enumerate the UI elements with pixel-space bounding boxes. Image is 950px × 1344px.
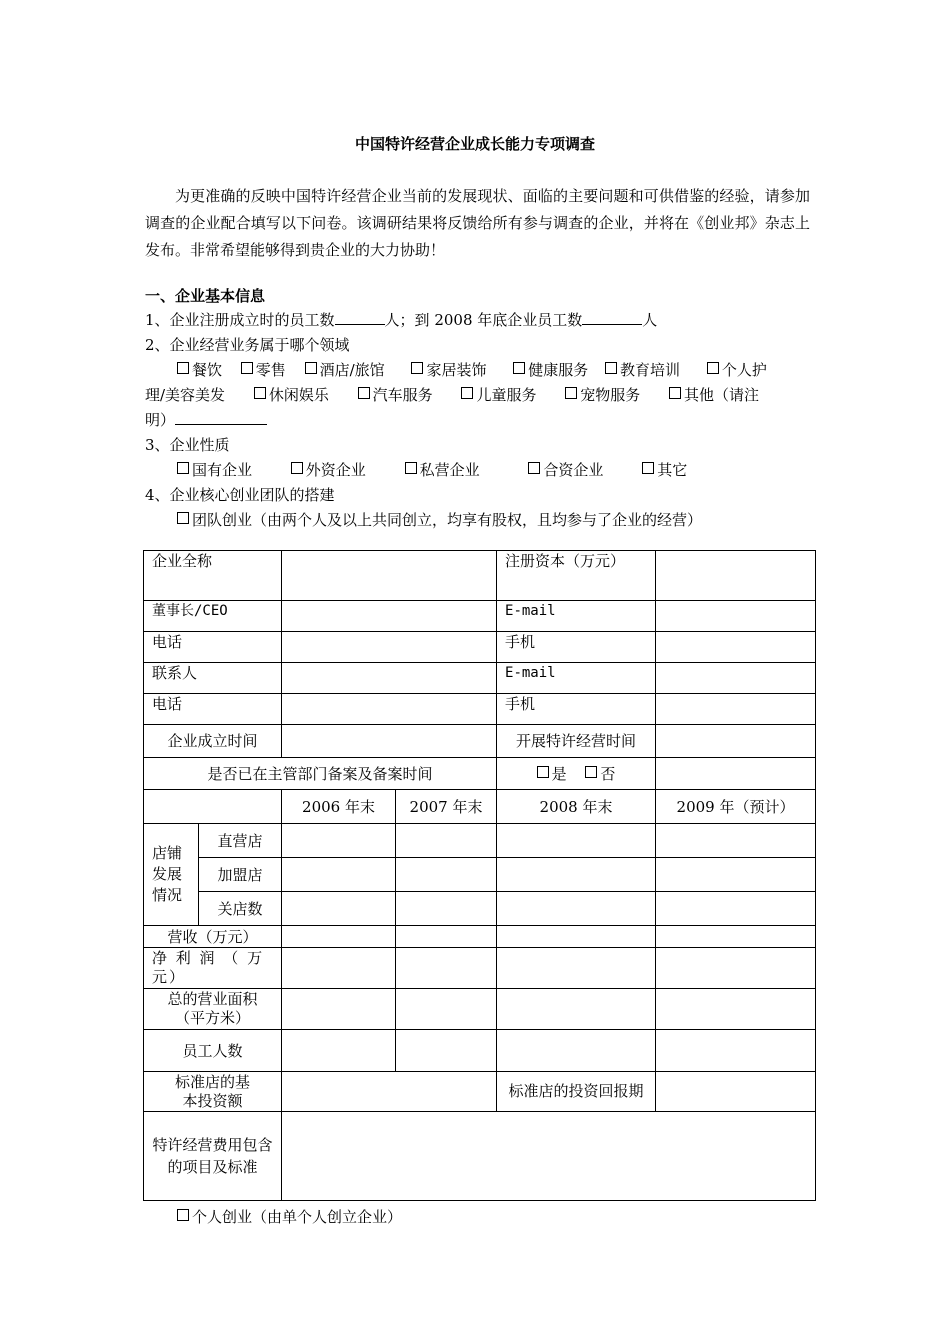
cell-staff-2006[interactable] (282, 1030, 396, 1072)
checkbox-icon (291, 462, 303, 474)
checkbox-icon (411, 362, 423, 374)
q1-text-c: 人 (642, 311, 658, 329)
year-header-blank (144, 790, 282, 824)
checkbox-catering[interactable]: 餐饮 (177, 361, 222, 379)
other-field[interactable] (175, 409, 267, 425)
checkbox-yes[interactable]: 是 (537, 765, 567, 783)
checkbox-hotel[interactable]: 酒店/旅馆 (305, 361, 385, 379)
cell-profit-2009[interactable] (656, 948, 816, 989)
question-3-label: 3、企业性质 (145, 436, 230, 454)
cell-staff-2008[interactable] (497, 1030, 656, 1072)
checkbox-icon (177, 1209, 189, 1221)
checkbox-icon (405, 462, 417, 474)
checkbox-state-owned[interactable]: 国有企业 (177, 461, 252, 479)
checkbox-icon (513, 362, 525, 374)
checkbox-icon (642, 462, 654, 474)
contact-email-label: E-mail (497, 663, 656, 694)
contact-phone-field[interactable] (282, 694, 497, 725)
checkbox-icon (461, 387, 473, 399)
q1-text-a: 1、企业注册成立时的员工数 (145, 311, 335, 329)
checkbox-team-startup[interactable] (177, 509, 702, 530)
checkbox-personal-care[interactable]: 个人护 (707, 361, 767, 379)
cell-revenue-2006[interactable] (282, 926, 396, 948)
checkbox-icon (177, 362, 189, 374)
fees-field[interactable] (282, 1112, 816, 1201)
fees-label: 特许经营费用包含的项目及标准 (144, 1112, 282, 1201)
cell-closed-2009[interactable] (656, 892, 816, 926)
invest-field[interactable] (282, 1072, 497, 1112)
cell-franchise-2006[interactable] (282, 858, 396, 892)
company-info-table (143, 550, 816, 1201)
cell-area-2006[interactable] (282, 989, 396, 1030)
question-4-label: 4、企业核心创业团队的搭建 (145, 486, 335, 504)
founded-field[interactable] (282, 725, 497, 758)
cell-staff-2007[interactable] (396, 1030, 497, 1072)
staff-label: 员工人数 (144, 1030, 282, 1072)
checkbox-leisure[interactable]: 休闲娱乐 (254, 386, 329, 404)
question-1 (145, 309, 657, 330)
contact-email-field[interactable] (656, 663, 816, 694)
checkbox-foreign[interactable]: 外资企业 (291, 461, 366, 479)
question-2-label: 2、企业经营业务属于哪个领域 (145, 336, 350, 354)
cell-closed-2007[interactable] (396, 892, 497, 926)
checkbox-icon (177, 462, 189, 474)
cell-direct-2007[interactable] (396, 824, 497, 858)
cell-direct-2008[interactable] (497, 824, 656, 858)
cell-staff-2009[interactable] (656, 1030, 816, 1072)
filed-time-field[interactable] (656, 758, 816, 790)
cell-area-2007[interactable] (396, 989, 497, 1030)
year-header-2009: 2009 年（预计） (656, 790, 816, 824)
individual-startup-label: 个人创业（由单个人创立企业） (192, 1208, 403, 1226)
net-profit-label: 净 利 润 （ 万元） (144, 948, 282, 989)
year-header-2008: 2008 年末 (497, 790, 656, 824)
q2-other-row (145, 409, 267, 430)
contact-mobile-label: 手机 (497, 694, 656, 725)
store-dev-label: 店铺发展情况 (144, 824, 199, 926)
option-continuation-2: 明） (145, 411, 176, 429)
team-startup-label: 团队创业（由两个人及以上共同创立，均享有股权，且均参与了企业的经营） (192, 511, 703, 529)
checkbox-icon (537, 766, 549, 778)
page-title: 中国特许经营企业成长能力专项调查 (354, 135, 595, 153)
checkbox-other[interactable]: 其他（请注 (669, 386, 759, 404)
option-continuation: 理/美容美发 (145, 386, 226, 404)
checkbox-pets[interactable]: 宠物服务 (565, 386, 640, 404)
chairman-label: 董事长/CEO (144, 601, 282, 632)
checkbox-icon (605, 362, 617, 374)
chairman-field[interactable] (282, 601, 497, 632)
email-label: E-mail (497, 601, 656, 632)
section-heading: 一、企业基本信息 (145, 287, 266, 305)
company-name-field[interactable] (282, 551, 497, 601)
contact-mobile-field[interactable] (656, 694, 816, 725)
area-label: 总的营业面积（平方米） (144, 989, 282, 1030)
contact-field[interactable] (282, 663, 497, 694)
year-header-2007: 2007 年末 (396, 790, 497, 824)
cell-direct-2009[interactable] (656, 824, 816, 858)
year-header-2006: 2006 年末 (282, 790, 396, 824)
cell-profit-2007[interactable] (396, 948, 497, 989)
checkbox-private[interactable]: 私营企业 (405, 461, 480, 479)
checkbox-individual-startup[interactable] (177, 1206, 402, 1227)
checkbox-icon (305, 362, 317, 374)
cell-area-2009[interactable] (656, 989, 816, 1030)
phone-label: 电话 (144, 632, 282, 663)
invest-label: 标准店的基本投资额 (144, 1072, 282, 1112)
franchise-time-label: 开展特许经营时间 (497, 725, 656, 758)
q2-options-row-1 (177, 359, 767, 380)
staff-2008-field[interactable] (582, 309, 642, 325)
checkbox-icon (358, 387, 370, 399)
checkbox-health[interactable]: 健康服务 (513, 361, 588, 379)
cell-direct-2006[interactable] (282, 824, 396, 858)
payback-label: 标准店的投资回报期 (497, 1072, 656, 1112)
phone-field[interactable] (282, 632, 497, 663)
checkbox-icon (241, 362, 253, 374)
cell-franchise-2007[interactable] (396, 858, 497, 892)
q1-text-b: 人；到 2008 年底企业员工数 (384, 311, 583, 329)
payback-field[interactable] (656, 1072, 816, 1112)
email-field[interactable] (656, 601, 816, 632)
cell-closed-2008[interactable] (497, 892, 656, 926)
mobile-field[interactable] (656, 632, 816, 663)
revenue-label: 营收（万元） (144, 926, 282, 948)
cell-area-2008[interactable] (497, 989, 656, 1030)
cell-profit-2008[interactable] (497, 948, 656, 989)
contact-phone-label: 电话 (144, 694, 282, 725)
franchise-time-field[interactable] (656, 725, 816, 758)
cell-revenue-2009[interactable] (656, 926, 816, 948)
checkbox-icon (254, 387, 266, 399)
checkbox-icon (565, 387, 577, 399)
checkbox-no[interactable]: 否 (585, 765, 615, 783)
checkbox-children[interactable]: 儿童服务 (461, 386, 536, 404)
company-name-label: 企业全称 (144, 551, 282, 601)
direct-store-label: 直营店 (199, 824, 282, 858)
cell-closed-2006[interactable] (282, 892, 396, 926)
checkbox-icon (528, 462, 540, 474)
checkbox-retail[interactable]: 零售 (241, 361, 286, 379)
q2-options-row-2 (145, 384, 759, 405)
cell-franchise-2008[interactable] (497, 858, 656, 892)
reg-capital-label: 注册资本（万元） (497, 551, 656, 601)
cell-revenue-2007[interactable] (396, 926, 497, 948)
founded-label: 企业成立时间 (144, 725, 282, 758)
checkbox-auto[interactable]: 汽车服务 (358, 386, 433, 404)
filed-label: 是否已在主管部门备案及备案时间 (144, 758, 497, 790)
mobile-label: 手机 (497, 632, 656, 663)
filed-options (497, 758, 656, 790)
checkbox-joint-venture[interactable]: 合资企业 (528, 461, 603, 479)
cell-profit-2006[interactable] (282, 948, 396, 989)
franchise-store-label: 加盟店 (199, 858, 282, 892)
intro-paragraph: 为更准确的反映中国特许经营企业当前的发展现状、面临的主要问题和可供借鉴的经验，请参加调查的企业配合填写以下问卷。该调研结果将反馈给所有参与调查的企业，并将在《创业邦》杂志上发布。非常希望能够得到贵企业的大力协助！ (145, 187, 810, 259)
closed-store-label: 关店数 (199, 892, 282, 926)
checkbox-education[interactable]: 教育培训 (605, 361, 680, 379)
checkbox-other-nature[interactable]: 其它 (642, 461, 687, 479)
checkbox-icon (177, 512, 189, 524)
reg-capital-field[interactable] (656, 551, 816, 601)
checkbox-icon (669, 387, 681, 399)
contact-label: 联系人 (144, 663, 282, 694)
cell-revenue-2008[interactable] (497, 926, 656, 948)
founding-staff-field[interactable] (335, 309, 385, 325)
checkbox-icon (585, 766, 597, 778)
cell-franchise-2009[interactable] (656, 858, 816, 892)
q3-options (177, 459, 687, 480)
checkbox-home-decor[interactable]: 家居装饰 (411, 361, 486, 379)
checkbox-icon (707, 362, 719, 374)
